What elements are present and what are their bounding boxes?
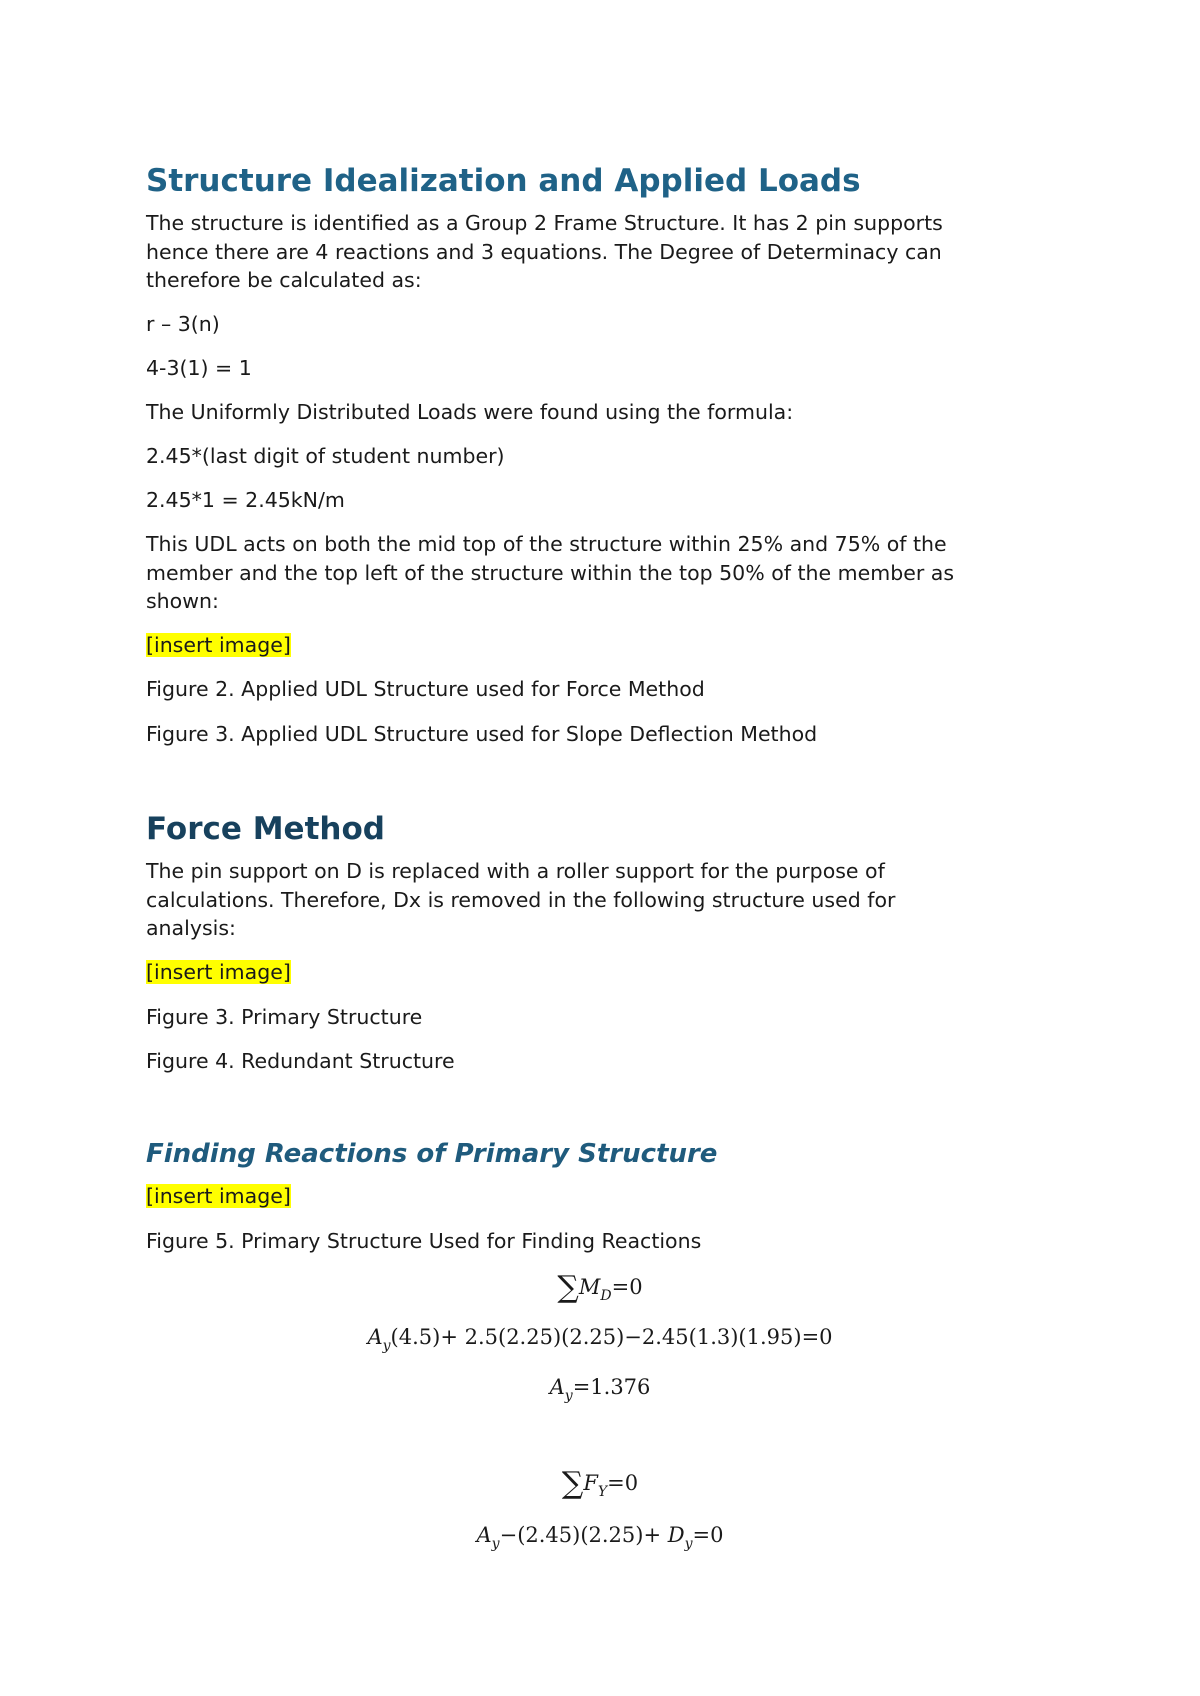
udl-intro: The Uniformly Distributed Loads were found using the formula: bbox=[146, 400, 794, 424]
placeholder-highlight: [insert image] bbox=[146, 633, 291, 657]
moment-expansion-equation: $A_y(4.5)+ 2.5(2.25)(2.25)-2.45(1.3)(1.95)=0$ bbox=[367, 1325, 833, 1354]
primary-structure-caption: Figure 3. Primary Structure bbox=[146, 1005, 423, 1029]
figure-3-caption: Figure 3. Applied UDL Structure used for Slope Deflection Method bbox=[146, 722, 818, 746]
image-placeholder-1 bbox=[146, 631, 1046, 660]
force-sum-equation: $\sum F_Y=0$ bbox=[561, 1466, 639, 1501]
ay-result-equation: $A_y=1.376$ bbox=[549, 1375, 651, 1404]
figure-5-caption: Figure 5. Primary Structure Used for Finding Reactions bbox=[146, 1229, 702, 1253]
force-text-line-1: The pin support on D is replaced with a roller support for the purpose of bbox=[146, 859, 885, 883]
intro-line-1: The structure is identified as a Group 2 Frame Structure. It has 2 pin supports bbox=[146, 211, 943, 235]
image-placeholder-2 bbox=[146, 958, 1046, 987]
placeholder-highlight: [insert image] bbox=[146, 1184, 291, 1208]
force-text-line-3: analysis: bbox=[146, 916, 236, 940]
udl-desc-line-3: shown: bbox=[146, 589, 219, 613]
subsection-heading-primary-reactions: Finding Reactions of Primary Structure bbox=[146, 1139, 718, 1169]
determinacy-result: 4-3(1) = 1 bbox=[146, 356, 252, 380]
determinacy-equation: r – 3(n) bbox=[146, 312, 220, 336]
section-heading-structure-idealization: Structure Idealization and Applied Loads bbox=[146, 163, 861, 199]
section-heading-force-method: Force Method bbox=[146, 811, 385, 847]
sum-symbol: ∑ bbox=[561, 1466, 584, 1501]
udl-result: 2.45*1 = 2.45kN/m bbox=[146, 488, 345, 512]
image-placeholder-3 bbox=[146, 1182, 1046, 1211]
intro-line-3: therefore be calculated as: bbox=[146, 268, 422, 292]
sum-symbol: ∑ bbox=[557, 1270, 579, 1305]
udl-desc-line-1: This UDL acts on both the mid top of the structure within 25% and 75% of the bbox=[146, 532, 947, 556]
moment-sum-equation: $\sum M_D=0$ bbox=[557, 1270, 643, 1305]
redundant-structure-caption: Figure 4. Redundant Structure bbox=[146, 1049, 455, 1073]
udl-formula: 2.45*(last digit of student number) bbox=[146, 444, 505, 468]
figure-2-caption: Figure 2. Applied UDL Structure used for Force Method bbox=[146, 677, 705, 701]
udl-desc-line-2: member and the top left of the structure within the top 50% of the member as bbox=[146, 561, 955, 585]
placeholder-highlight: [insert image] bbox=[146, 960, 291, 984]
vertical-force-equation: $A_y-(2.45)(2.25)+ D_y=0$ bbox=[476, 1523, 724, 1552]
force-text-line-2: calculations. Therefore, Dx is removed in the following structure used for bbox=[146, 888, 896, 912]
intro-line-2: hence there are 4 reactions and 3 equations. The Degree of Determinacy can bbox=[146, 240, 942, 264]
